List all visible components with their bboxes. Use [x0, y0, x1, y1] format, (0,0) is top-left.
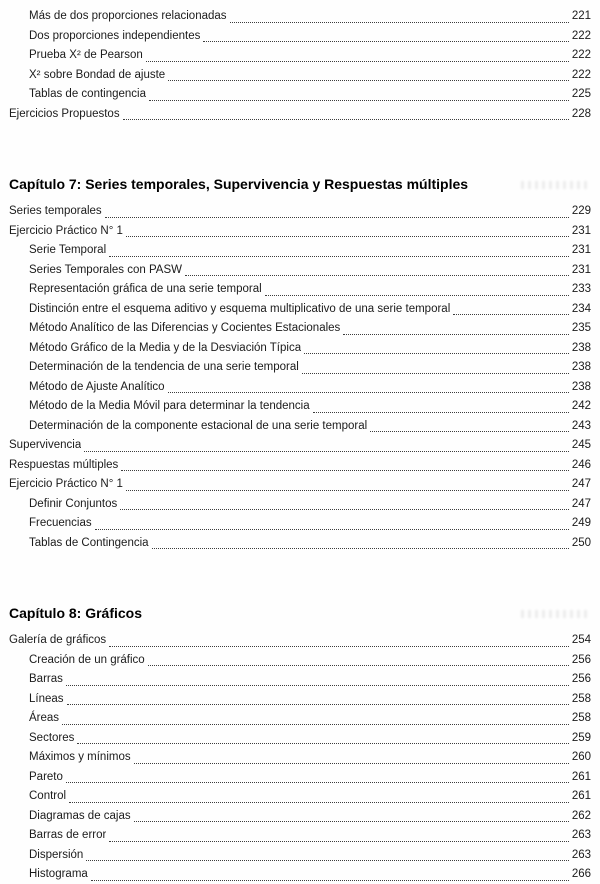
toc-entry-title: Ejercicio Práctico N° 1: [9, 478, 123, 490]
toc-entry-title: Respuestas múltiples: [9, 458, 119, 471]
toc-section: [9, 7, 591, 124]
chapter-heading: Capítulo 8: Gráficos: [9, 605, 591, 622]
dot-leader: [126, 236, 569, 237]
toc-entry: [9, 436, 591, 456]
dot-leader: [152, 548, 569, 549]
toc-entry-title: Control: [29, 790, 67, 802]
toc-entry: [9, 280, 591, 300]
toc-entry-page-number: 259: [571, 731, 591, 744]
dot-leader: [84, 451, 569, 452]
dot-leader: [109, 646, 569, 647]
toc-entry: [9, 261, 591, 281]
toc-entry-title: Método de Ajuste Analítico: [29, 380, 165, 393]
toc-entry-title: Ejercicio Práctico N° 1: [9, 224, 123, 237]
toc-entry-page-number: 250: [571, 536, 591, 549]
toc-entry-page-number: 225: [571, 88, 591, 100]
toc-entry: [9, 534, 591, 554]
toc-entry-title: Método Analítico de las Diferencias y Cocientes Estacionales: [29, 322, 341, 334]
toc-entry-page-number: 266: [571, 868, 591, 880]
toc-entry-page-number: 234: [571, 302, 591, 315]
dot-leader: [62, 724, 569, 725]
toc-entry-page-number: 260: [571, 751, 591, 763]
dot-leader: [86, 860, 568, 861]
toc-entry-title: Tablas de contingencia: [29, 88, 146, 100]
toc-entry-title: Dos proporciones independientes: [29, 29, 201, 42]
toc-entry: [9, 417, 591, 437]
dot-leader: [126, 490, 569, 491]
toc-entry-title: Diagramas de cajas: [29, 809, 131, 822]
toc-entry: [9, 456, 591, 476]
toc-entry-title: Tablas de Contingencia: [29, 536, 149, 549]
toc-entry-page-number: 261: [571, 790, 591, 802]
toc-entry-title: Sectores: [29, 731, 75, 744]
toc-entry: [9, 202, 591, 222]
dot-leader: [453, 314, 569, 315]
toc-entry-page-number: 256: [571, 673, 591, 685]
toc-entry-page-number: 256: [571, 653, 591, 666]
dot-leader: [146, 61, 569, 62]
toc-entry-page-number: 262: [571, 809, 591, 822]
dot-leader: [185, 275, 569, 276]
toc-entry-page-number: 263: [571, 829, 591, 841]
toc-entry-title: Método Gráfico de la Media y de la Desviación Típica: [29, 341, 302, 354]
toc-entry-title: Dispersión: [29, 848, 84, 861]
toc-entry-page-number: 245: [571, 439, 591, 451]
toc-entry-page-number: 228: [571, 107, 591, 120]
toc-entry-page-number: 231: [571, 263, 591, 276]
toc-entry-title: Barras: [29, 673, 63, 685]
toc-entry: [9, 514, 591, 534]
dot-leader: [134, 763, 569, 764]
toc-entry: [9, 475, 591, 495]
dot-leader: [168, 80, 569, 81]
toc-entry-title: Creación de un gráfico: [29, 653, 145, 666]
toc-entry: [9, 358, 591, 378]
toc-entry-title: Pareto: [29, 770, 63, 783]
toc-entry-page-number: 254: [571, 634, 591, 646]
toc-entry: [9, 7, 591, 27]
dot-leader: [77, 743, 568, 744]
toc-entry-title: Método de la Media Móvil para determinar la tendencia: [29, 400, 310, 412]
dot-leader: [148, 665, 569, 666]
dot-leader: [203, 41, 568, 42]
dot-leader: [123, 119, 569, 120]
dot-leader: [121, 470, 569, 471]
toc-entry-page-number: 221: [571, 10, 591, 22]
toc-entry: [9, 787, 591, 807]
toc-entry-title: Prueba X² de Pearson: [29, 49, 143, 61]
toc-entry-page-number: 242: [571, 400, 591, 412]
chapter-heading: Capítulo 7: Series temporales, Supervivencia y Respuestas múltiples: [9, 176, 591, 193]
toc-entry: [9, 339, 591, 359]
toc-entry: [9, 222, 591, 242]
toc-entry-page-number: 229: [571, 205, 591, 217]
toc-entry-title: X² sobre Bondad de ajuste: [29, 68, 166, 81]
toc-entry-page-number: 238: [571, 380, 591, 393]
toc-entry-title: Representación gráfica de una serie temporal: [29, 283, 262, 295]
dot-leader: [69, 802, 569, 803]
toc-entry-page-number: 243: [571, 419, 591, 432]
toc-entry: [9, 105, 591, 125]
toc-entry: [9, 826, 591, 846]
dot-leader: [149, 100, 569, 101]
toc-entry: [9, 807, 591, 827]
toc-entry-title: Distinción entre el esquema aditivo y esquema multiplicativo de una serie temporal: [29, 302, 451, 315]
toc-entry-title: Determinación de la tendencia de una serie temporal: [29, 361, 299, 373]
toc-entry-page-number: 233: [571, 283, 591, 295]
toc-entry: [9, 85, 591, 105]
toc-entry: [9, 66, 591, 86]
toc-entry: [9, 495, 591, 515]
toc-entry-page-number: 247: [571, 497, 591, 510]
dot-leader: [109, 256, 569, 257]
toc-entry-page-number: 261: [571, 770, 591, 783]
toc-entry-title: Definir Conjuntos: [29, 497, 118, 510]
toc-entry-title: Determinación de la componente estacional de una serie temporal: [29, 419, 368, 432]
dot-leader: [304, 353, 569, 354]
dot-leader: [105, 217, 569, 218]
toc-entry: [9, 729, 591, 749]
dot-leader: [168, 392, 569, 393]
dot-leader: [134, 821, 569, 822]
toc-entry-title: Barras de error: [29, 829, 107, 841]
dot-leader: [120, 509, 569, 510]
toc-entry-page-number: 258: [571, 692, 591, 705]
toc-entry-title: Histograma: [29, 868, 88, 880]
toc-entry: [9, 768, 591, 788]
toc-entry-title: Más de dos proporciones relacionadas: [29, 10, 227, 22]
toc-entry-title: Ejercicios Propuestos: [9, 107, 120, 120]
dot-leader: [370, 431, 569, 432]
toc-section: [9, 605, 591, 884]
toc-entry-title: Supervivencia: [9, 439, 82, 451]
toc-entry: [9, 397, 591, 417]
toc-entry-page-number: 247: [571, 478, 591, 490]
toc-entry-page-number: 222: [571, 68, 591, 81]
toc-entry: [9, 670, 591, 690]
toc-entry: [9, 27, 591, 47]
toc-entry-page-number: 235: [571, 322, 591, 334]
toc-entry-page-number: 222: [571, 29, 591, 42]
toc-entry-title: Frecuencias: [29, 517, 92, 529]
toc-entry: [9, 241, 591, 261]
toc-entry-page-number: 231: [571, 244, 591, 256]
toc-entry: [9, 319, 591, 339]
toc-entry-page-number: 231: [571, 224, 591, 237]
toc-entry-page-number: 263: [571, 848, 591, 861]
toc-entry: [9, 865, 591, 884]
toc-entry-title: Galería de gráficos: [9, 634, 107, 646]
toc-entry: [9, 709, 591, 729]
dot-leader: [66, 685, 569, 686]
toc-entry-title: Serie Temporal: [29, 244, 107, 256]
toc-entry-title: Series Temporales con PASW: [29, 263, 182, 276]
toc-entry: [9, 378, 591, 398]
dot-leader: [230, 22, 569, 23]
toc-entry-page-number: 249: [571, 517, 591, 529]
toc-entry: [9, 300, 591, 320]
dot-leader: [109, 841, 568, 842]
toc-entry-page-number: 246: [571, 458, 591, 471]
dot-leader: [313, 412, 569, 413]
toc-entry: [9, 651, 591, 671]
toc-entry-title: Máximos y mínimos: [29, 751, 131, 763]
toc-entry: [9, 748, 591, 768]
toc-entry-page-number: 238: [571, 341, 591, 354]
toc-section: [9, 176, 591, 553]
dot-leader: [67, 704, 569, 705]
dot-leader: [91, 880, 569, 881]
toc-entry: [9, 46, 591, 66]
toc-entry-title: Líneas: [29, 692, 64, 705]
dot-leader: [66, 782, 569, 783]
dot-leader: [302, 373, 569, 374]
toc-entry: [9, 631, 591, 651]
toc-entry-title: Áreas: [29, 712, 60, 724]
dot-leader: [95, 529, 569, 530]
toc-entry-page-number: 222: [571, 49, 591, 61]
toc-entry: [9, 690, 591, 710]
toc-entry: [9, 846, 591, 866]
toc-entry-title: Series temporales: [9, 205, 102, 217]
dot-leader: [265, 295, 569, 296]
toc-entry-page-number: 238: [571, 361, 591, 373]
dot-leader: [343, 334, 569, 335]
toc-entry-page-number: 258: [571, 712, 591, 724]
